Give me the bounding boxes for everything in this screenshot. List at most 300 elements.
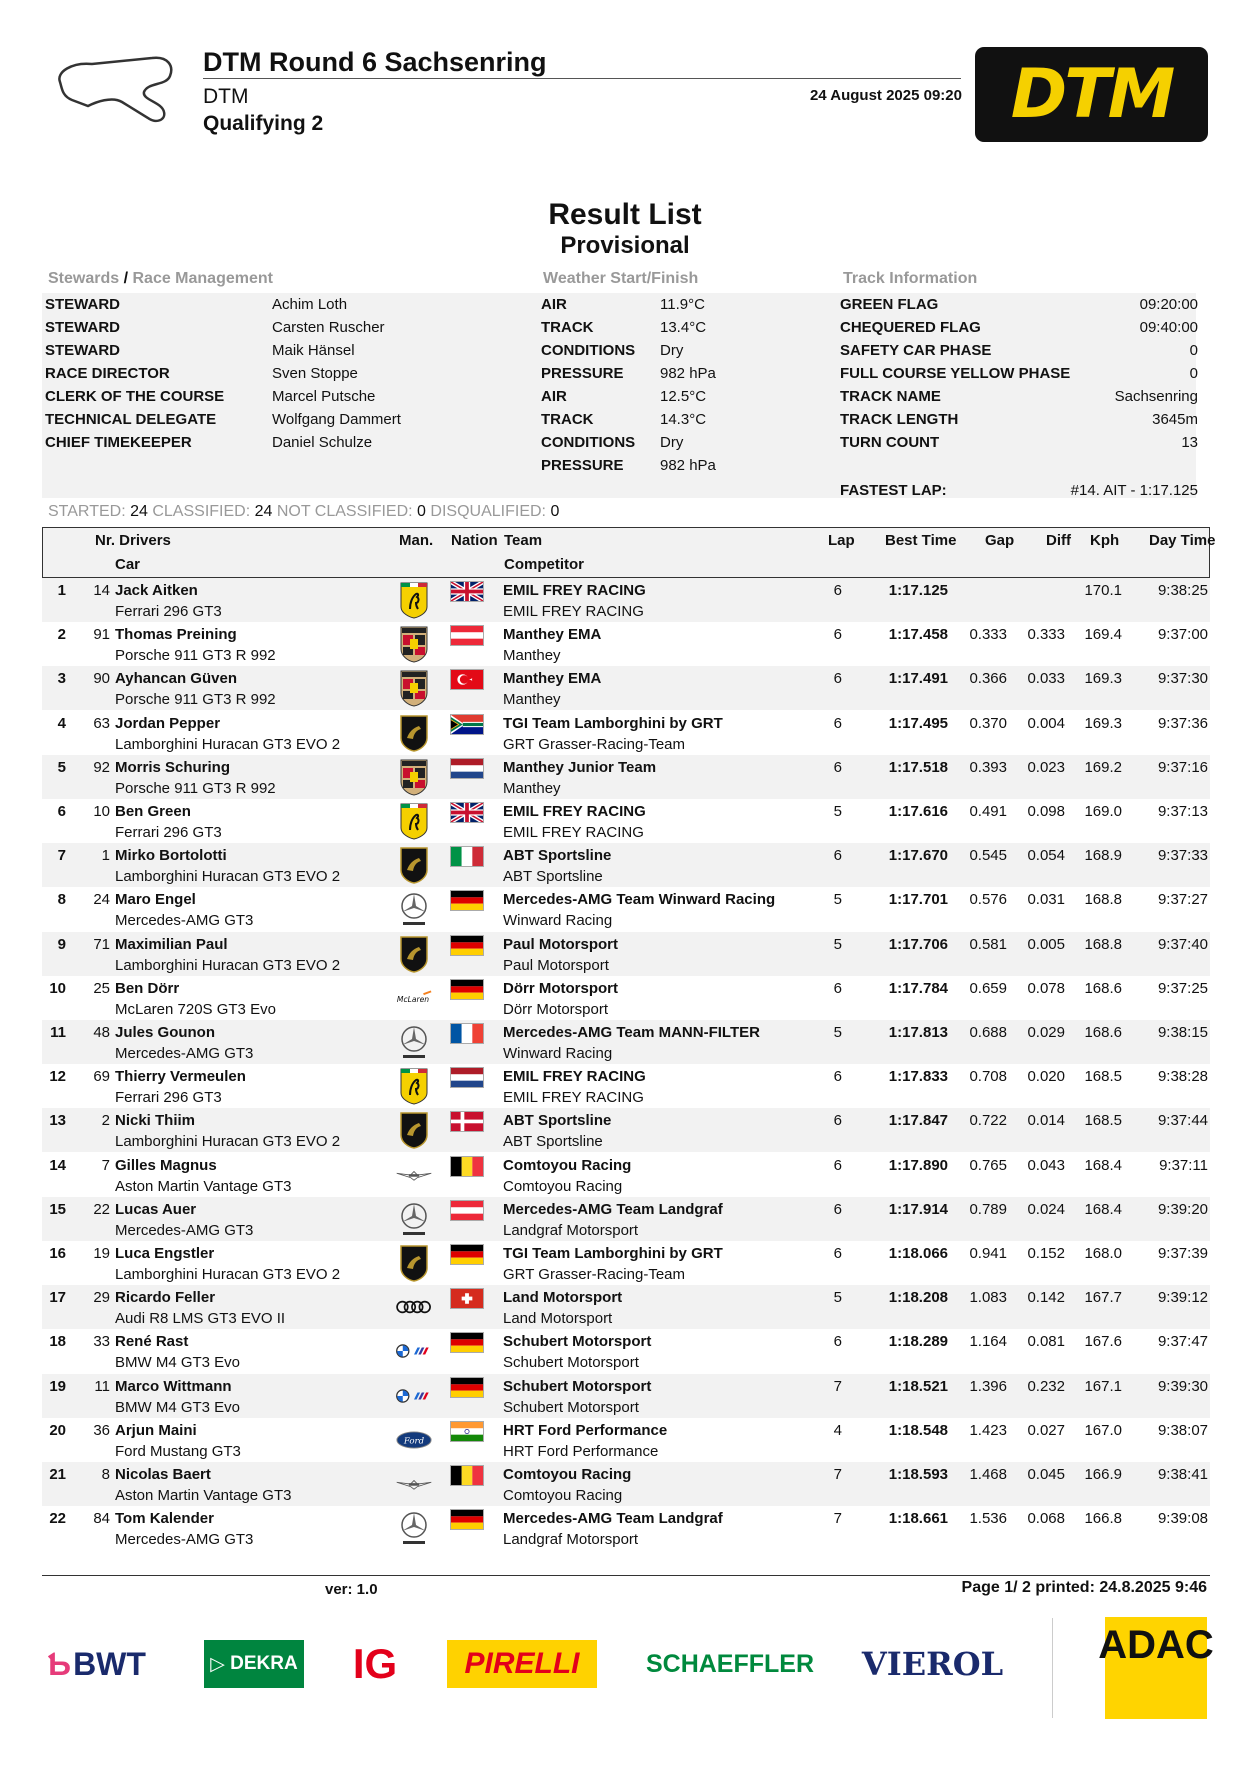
driver-name: René Rast — [115, 1333, 189, 1351]
flag-nl-icon — [450, 758, 484, 779]
lap-count: 6 — [833, 582, 842, 599]
best-time: 1:18.208 — [888, 1289, 948, 1307]
position: 15 — [49, 1200, 66, 1218]
diff: 0.027 — [1027, 1421, 1065, 1439]
gap: 0.765 — [969, 1156, 1007, 1174]
bmw-logo-icon — [395, 1332, 433, 1370]
diff: 0.043 — [1027, 1156, 1065, 1174]
weather-row — [541, 293, 791, 316]
kph: 166.9 — [1084, 1466, 1122, 1483]
position: 5 — [57, 758, 66, 776]
car-number: 7 — [101, 1156, 110, 1174]
position: 22 — [49, 1510, 66, 1528]
flag-at-icon — [450, 625, 484, 646]
entry-counts: STARTED: 24 CLASSIFIED: 24 NOT CLASSIFIED: 0 DISQUALIFIED: 0 — [48, 503, 560, 520]
table-row — [42, 578, 1210, 622]
track-heading: Track Information — [843, 270, 978, 287]
lamborghini-logo-icon — [395, 846, 433, 884]
track-value: 0 — [1189, 365, 1198, 382]
diff: 0.004 — [1027, 714, 1065, 732]
table-row — [42, 799, 1210, 843]
driver-name: Thomas Preining — [115, 626, 237, 644]
position: 4 — [57, 714, 66, 732]
gap: 1.468 — [969, 1466, 1007, 1483]
driver-name: Nicki Thiim — [115, 1112, 196, 1130]
day-time: 9:37:39 — [1157, 1245, 1208, 1262]
flag-de-icon — [450, 979, 484, 1000]
track-label: GREEN FLAG — [840, 296, 939, 313]
car-number: 33 — [93, 1333, 110, 1351]
results-table-header — [42, 527, 1216, 578]
weather-label: AIR — [541, 388, 567, 405]
gap: 0.393 — [969, 758, 1007, 776]
position: 7 — [57, 847, 66, 865]
footer-divider — [42, 1575, 1210, 1576]
competitor-name: Landgraf Motorsport — [503, 1531, 639, 1549]
header-best-time: Best Time — [885, 532, 957, 549]
day-time: 9:37:27 — [1157, 891, 1208, 909]
header-team: Team — [504, 532, 543, 549]
team-name: EMIL FREY RACING — [503, 582, 646, 599]
lap-count: 7 — [833, 1510, 842, 1528]
competitor-name: GRT Grasser-Racing-Team — [503, 735, 685, 753]
kph: 168.0 — [1084, 1245, 1122, 1262]
flag-in-icon — [450, 1421, 484, 1442]
diff: 0.068 — [1027, 1510, 1065, 1528]
lamborghini-logo-icon — [395, 1244, 433, 1282]
driver-name: Ben Dörr — [115, 979, 180, 997]
weather-row — [541, 339, 791, 362]
header-nation: Nation — [451, 532, 498, 549]
best-time: 1:18.521 — [888, 1377, 948, 1395]
competitor-name: HRT Ford Performance — [503, 1442, 659, 1460]
lap-count: 6 — [833, 1200, 842, 1218]
gap: 0.941 — [969, 1245, 1007, 1262]
day-time: 9:39:12 — [1157, 1289, 1208, 1307]
position: 17 — [49, 1289, 66, 1307]
car-model: Porsche 911 GT3 R 992 — [115, 779, 276, 797]
track-row — [840, 431, 1198, 454]
best-time: 1:17.706 — [888, 935, 948, 953]
team-name: Manthey Junior Team — [503, 758, 657, 776]
gap: 1.396 — [969, 1377, 1007, 1395]
ferrari-logo-icon — [395, 802, 433, 840]
competitor-name: Manthey — [503, 647, 561, 665]
table-row — [42, 1064, 1210, 1108]
car-number: 14 — [93, 582, 110, 599]
competitor-name: Schubert Motorsport — [503, 1354, 639, 1372]
car-number: 63 — [93, 714, 110, 732]
kph: 167.6 — [1084, 1333, 1122, 1351]
table-row — [42, 1285, 1210, 1329]
best-time: 1:17.125 — [888, 582, 948, 599]
day-time: 9:38:41 — [1157, 1466, 1208, 1483]
lap-count: 5 — [833, 803, 842, 820]
best-time: 1:17.491 — [888, 670, 948, 688]
header-gap: Gap — [985, 532, 1015, 549]
car-model: Mercedes-AMG GT3 — [115, 1531, 254, 1549]
track-label: TURN COUNT — [840, 434, 940, 451]
lamborghini-logo-icon — [395, 935, 433, 973]
day-time: 9:37:30 — [1157, 670, 1208, 688]
flag-de-icon — [450, 890, 484, 911]
car-number: 90 — [93, 670, 110, 688]
gap: 0.789 — [969, 1200, 1007, 1218]
day-time: 9:37:40 — [1157, 935, 1208, 953]
day-time: 9:38:15 — [1157, 1024, 1208, 1041]
header-diff: Diff — [1046, 532, 1071, 549]
diff: 0.045 — [1027, 1466, 1065, 1483]
car-model: Ford Mustang GT3 — [115, 1442, 241, 1460]
car-number: 1 — [101, 847, 110, 865]
track-label: TRACK NAME — [840, 388, 941, 405]
competitor-name: Paul Motorsport — [503, 956, 609, 974]
day-time: 9:37:16 — [1157, 758, 1208, 776]
driver-name: Jordan Pepper — [115, 714, 221, 732]
team-name: Schubert Motorsport — [503, 1333, 652, 1351]
header-nr-drivers: Nr. Drivers — [95, 532, 171, 549]
table-row — [42, 1153, 1210, 1197]
lap-count: 7 — [833, 1466, 842, 1483]
competitor-name: GRT Grasser-Racing-Team — [503, 1266, 685, 1283]
car-model: Ferrari 296 GT3 — [115, 824, 222, 841]
competitor-name: Winward Racing — [503, 1045, 613, 1062]
best-time: 1:17.495 — [888, 714, 948, 732]
gap: 0.688 — [969, 1024, 1007, 1041]
kph: 168.6 — [1084, 1024, 1122, 1041]
weather-value: 14.3°C — [660, 411, 707, 428]
sponsor-bwt-logo: Ƅ BWT — [48, 1645, 146, 1682]
ferrari-logo-icon — [395, 581, 433, 619]
weather-label: AIR — [541, 296, 567, 313]
weather-row — [541, 454, 791, 477]
kph: 168.6 — [1084, 979, 1122, 997]
lap-count: 5 — [833, 1024, 842, 1041]
day-time: 9:37:25 — [1157, 979, 1208, 997]
driver-name: Mirko Bortolotti — [115, 847, 227, 865]
ford-logo-icon — [395, 1421, 433, 1459]
mercedes-logo-icon — [395, 1509, 433, 1547]
lap-count: 6 — [833, 1333, 842, 1351]
table-row — [42, 666, 1210, 710]
stewards-value: Sven Stoppe — [272, 365, 358, 382]
flag-de-icon — [450, 935, 484, 956]
team-name: Mercedes-AMG Team Winward Racing — [503, 891, 776, 909]
mercedes-logo-icon — [395, 1200, 433, 1238]
stewards-row — [45, 339, 465, 362]
kph: 169.4 — [1084, 626, 1122, 644]
kph: 169.3 — [1084, 714, 1122, 732]
day-time: 9:39:20 — [1157, 1200, 1208, 1218]
table-row — [42, 622, 1210, 666]
gap: 0.333 — [969, 626, 1007, 644]
car-model: Lamborghini Huracan GT3 EVO 2 — [115, 956, 341, 974]
driver-name: Jack Aitken — [115, 582, 198, 599]
header-lap: Lap — [828, 532, 855, 549]
gap: 1.164 — [969, 1333, 1007, 1351]
team-name: Mercedes-AMG Team Landgraf — [503, 1200, 723, 1218]
car-number: 69 — [93, 1068, 110, 1086]
best-time: 1:17.701 — [888, 891, 948, 909]
competitor-name: Winward Racing — [503, 912, 613, 930]
bmw-logo-icon — [395, 1377, 433, 1415]
flag-be-icon — [450, 1465, 484, 1486]
team-name: Dörr Motorsport — [503, 979, 618, 997]
competitor-name: Landgraf Motorsport — [503, 1221, 639, 1239]
day-time: 9:37:00 — [1157, 626, 1208, 644]
position: 10 — [49, 979, 66, 997]
kph: 169.0 — [1084, 803, 1122, 820]
gap: 0.366 — [969, 670, 1007, 688]
flag-fr-icon — [450, 1023, 484, 1044]
diff: 0.078 — [1027, 979, 1065, 997]
team-name: Land Motorsport — [503, 1289, 623, 1307]
gap: 1.083 — [969, 1289, 1007, 1307]
stewards-list — [45, 293, 465, 454]
car-number: 8 — [101, 1466, 110, 1483]
car-number: 24 — [93, 891, 110, 909]
table-row — [42, 1374, 1210, 1418]
driver-name: Ben Green — [115, 803, 191, 820]
best-time: 1:17.890 — [888, 1156, 948, 1174]
track-row — [840, 362, 1198, 385]
gap: 0.576 — [969, 891, 1007, 909]
stewards-value: Marcel Putsche — [272, 388, 376, 405]
position: 18 — [49, 1333, 66, 1351]
gap: 0.545 — [969, 847, 1007, 865]
position: 21 — [49, 1466, 66, 1483]
table-row — [42, 843, 1210, 887]
diff: 0.033 — [1027, 670, 1065, 688]
gap: 0.722 — [969, 1112, 1007, 1130]
weather-label: CONDITIONS — [541, 342, 636, 359]
table-row — [42, 932, 1210, 976]
car-model: BMW M4 GT3 Evo — [115, 1398, 241, 1416]
day-time: 9:37:33 — [1157, 847, 1208, 865]
car-number: 10 — [93, 803, 110, 820]
track-row — [840, 385, 1198, 408]
competitor-name: ABT Sportsline — [503, 1133, 603, 1151]
competitor-name: EMIL FREY RACING — [503, 824, 644, 841]
track-value: 09:40:00 — [1139, 319, 1198, 336]
team-name: ABT Sportsline — [503, 1112, 612, 1130]
mercedes-logo-icon — [395, 1023, 433, 1061]
diff: 0.005 — [1027, 935, 1065, 953]
best-time: 1:17.458 — [888, 626, 948, 644]
car-number: 92 — [93, 758, 110, 776]
gap: 0.581 — [969, 935, 1007, 953]
aston-logo-icon — [395, 1465, 433, 1503]
car-number: 71 — [93, 935, 110, 953]
team-name: TGI Team Lamborghini by GRT — [503, 714, 723, 732]
table-row — [42, 1108, 1210, 1152]
flag-at-icon — [450, 1200, 484, 1221]
team-name: Mercedes-AMG Team Landgraf — [503, 1510, 723, 1528]
team-name: EMIL FREY RACING — [503, 803, 646, 820]
team-name: Schubert Motorsport — [503, 1377, 652, 1395]
track-label: TRACK LENGTH — [840, 411, 959, 428]
car-model: BMW M4 GT3 Evo — [115, 1354, 241, 1372]
driver-name: Maro Engel — [115, 891, 196, 909]
stewards-heading: Stewards / Race Management — [48, 270, 273, 287]
dtm-logo: DTM — [975, 47, 1208, 142]
flag-tr-icon — [450, 669, 484, 690]
diff: 0.333 — [1027, 626, 1065, 644]
stewards-label: STEWARD — [45, 342, 120, 359]
competitor-name: Dörr Motorsport — [503, 1000, 609, 1018]
sponsor-pirelli-logo: PIRELLI — [447, 1640, 597, 1688]
track-map-icon — [52, 52, 190, 128]
best-time: 1:17.813 — [888, 1024, 948, 1041]
weather-value: 12.5°C — [660, 388, 707, 405]
weather-value: 13.4°C — [660, 319, 707, 336]
kph: 167.1 — [1084, 1377, 1122, 1395]
weather-row — [541, 362, 791, 385]
team-name: TGI Team Lamborghini by GRT — [503, 1245, 723, 1262]
car-model: Lamborghini Huracan GT3 EVO 2 — [115, 1266, 341, 1283]
best-time: 1:17.784 — [888, 979, 948, 997]
diff: 0.031 — [1027, 891, 1065, 909]
best-time: 1:18.289 — [888, 1333, 948, 1351]
best-time: 1:17.833 — [888, 1068, 948, 1086]
team-name: Manthey EMA — [503, 670, 602, 688]
flag-dk-icon — [450, 1111, 484, 1132]
lap-count: 6 — [833, 1245, 842, 1262]
best-time: 1:17.616 — [888, 803, 948, 820]
car-model: Audi R8 LMS GT3 EVO II — [115, 1310, 286, 1328]
stewards-label: STEWARD — [45, 296, 120, 313]
flag-it-icon — [450, 846, 484, 867]
weather-value: 982 hPa — [660, 457, 716, 474]
team-name: EMIL FREY RACING — [503, 1068, 646, 1086]
diff: 0.024 — [1027, 1200, 1065, 1218]
gap: 1.536 — [969, 1510, 1007, 1528]
driver-name: Ayhancan Güven — [115, 670, 237, 688]
result-title: Result List — [548, 198, 702, 231]
flag-de-icon — [450, 1244, 484, 1265]
flag-nl-icon — [450, 1067, 484, 1088]
competitor-name: Manthey — [503, 779, 561, 797]
porsche-logo-icon — [395, 669, 433, 707]
position: 14 — [49, 1156, 66, 1174]
sponsor-ig-logo: IG — [352, 1640, 398, 1687]
page-info: Page 1/ 2 printed: 24.8.2025 9:46 — [961, 1579, 1207, 1596]
position: 11 — [50, 1024, 66, 1041]
kph: 168.4 — [1084, 1200, 1122, 1218]
car-number: 25 — [93, 979, 110, 997]
track-label: CHEQUERED FLAG — [840, 319, 981, 336]
gap: 0.491 — [969, 803, 1007, 820]
position: 20 — [49, 1421, 66, 1439]
version-label: ver: 1.0 — [325, 1581, 378, 1598]
team-name: ABT Sportsline — [503, 847, 612, 865]
header-car: Car — [115, 556, 141, 573]
best-time: 1:17.914 — [888, 1200, 948, 1218]
flag-de-icon — [450, 1377, 484, 1398]
stewards-value: Wolfgang Dammert — [272, 411, 401, 428]
fastest-lap: FASTEST LAP: #14. AIT - 1:17.125 — [840, 482, 1198, 499]
ferrari-logo-icon — [395, 1067, 433, 1105]
team-name: Comtoyou Racing — [503, 1466, 632, 1483]
best-time: 1:18.548 — [888, 1421, 948, 1439]
position: 12 — [49, 1068, 66, 1086]
stewards-label: RACE DIRECTOR — [45, 365, 170, 382]
day-time: 9:38:28 — [1157, 1068, 1208, 1086]
stewards-value: Achim Loth — [272, 296, 348, 313]
diff: 0.054 — [1027, 847, 1065, 865]
kph: 168.4 — [1084, 1156, 1122, 1174]
position: 16 — [49, 1245, 66, 1262]
weather-row — [541, 385, 791, 408]
best-time: 1:18.661 — [888, 1510, 948, 1528]
lap-count: 5 — [833, 1289, 842, 1307]
position: 19 — [49, 1377, 66, 1395]
kph: 167.0 — [1084, 1421, 1122, 1439]
car-number: 19 — [93, 1245, 110, 1262]
porsche-logo-icon — [395, 758, 433, 796]
gap: 0.708 — [969, 1068, 1007, 1086]
diff: 0.029 — [1027, 1024, 1065, 1041]
table-row — [42, 1462, 1210, 1506]
lap-count: 6 — [833, 758, 842, 776]
kph: 168.8 — [1084, 935, 1122, 953]
table-row — [42, 976, 1210, 1020]
weather-row — [541, 431, 791, 454]
lap-count: 7 — [833, 1377, 842, 1395]
stewards-value: Maik Hänsel — [272, 342, 355, 359]
stewards-row — [45, 385, 465, 408]
svg-text:Ford: Ford — [403, 1436, 425, 1447]
car-model: Aston Martin Vantage GT3 — [115, 1487, 292, 1504]
competitor-name: ABT Sportsline — [503, 868, 603, 886]
lap-count: 6 — [833, 670, 842, 688]
track-value: 3645m — [1152, 411, 1198, 428]
weather-label: TRACK — [541, 411, 594, 428]
lap-count: 6 — [833, 1112, 842, 1130]
position: 9 — [57, 935, 66, 953]
competitor-name: Comtoyou Racing — [503, 1487, 623, 1504]
car-model: Lamborghini Huracan GT3 EVO 2 — [115, 735, 341, 753]
day-time: 9:38:07 — [1157, 1421, 1208, 1439]
lamborghini-logo-icon — [395, 1111, 433, 1149]
lap-count: 6 — [833, 847, 842, 865]
lap-count: 6 — [833, 626, 842, 644]
table-row — [42, 1197, 1210, 1241]
competitor-name: EMIL FREY RACING — [503, 603, 644, 620]
competitor-name: Comtoyou Racing — [503, 1177, 623, 1195]
track-row — [840, 408, 1198, 431]
driver-name: Arjun Maini — [115, 1421, 197, 1439]
driver-name: Jules Gounon — [115, 1024, 216, 1041]
weather-value: Dry — [660, 342, 684, 359]
driver-name: Lucas Auer — [115, 1200, 197, 1218]
track-label: SAFETY CAR PHASE — [840, 342, 992, 359]
table-row — [42, 1241, 1210, 1285]
best-time: 1:17.670 — [888, 847, 948, 865]
table-row — [42, 711, 1210, 755]
mclaren-logo-icon — [395, 979, 433, 1017]
car-model: Ferrari 296 GT3 — [115, 1089, 222, 1107]
sponsor-schaeffler-logo: SCHAEFFLER — [645, 1649, 815, 1678]
track-value: Sachsenring — [1114, 388, 1198, 405]
competitor-name: Schubert Motorsport — [503, 1398, 639, 1416]
weather-label: PRESSURE — [541, 457, 624, 474]
sponsor-adac-logo: ADAC — [1105, 1617, 1207, 1719]
weather-value: Dry — [660, 434, 684, 451]
stewards-row — [45, 431, 465, 454]
team-name: HRT Ford Performance — [503, 1421, 668, 1439]
team-name: Comtoyou Racing — [503, 1156, 632, 1174]
